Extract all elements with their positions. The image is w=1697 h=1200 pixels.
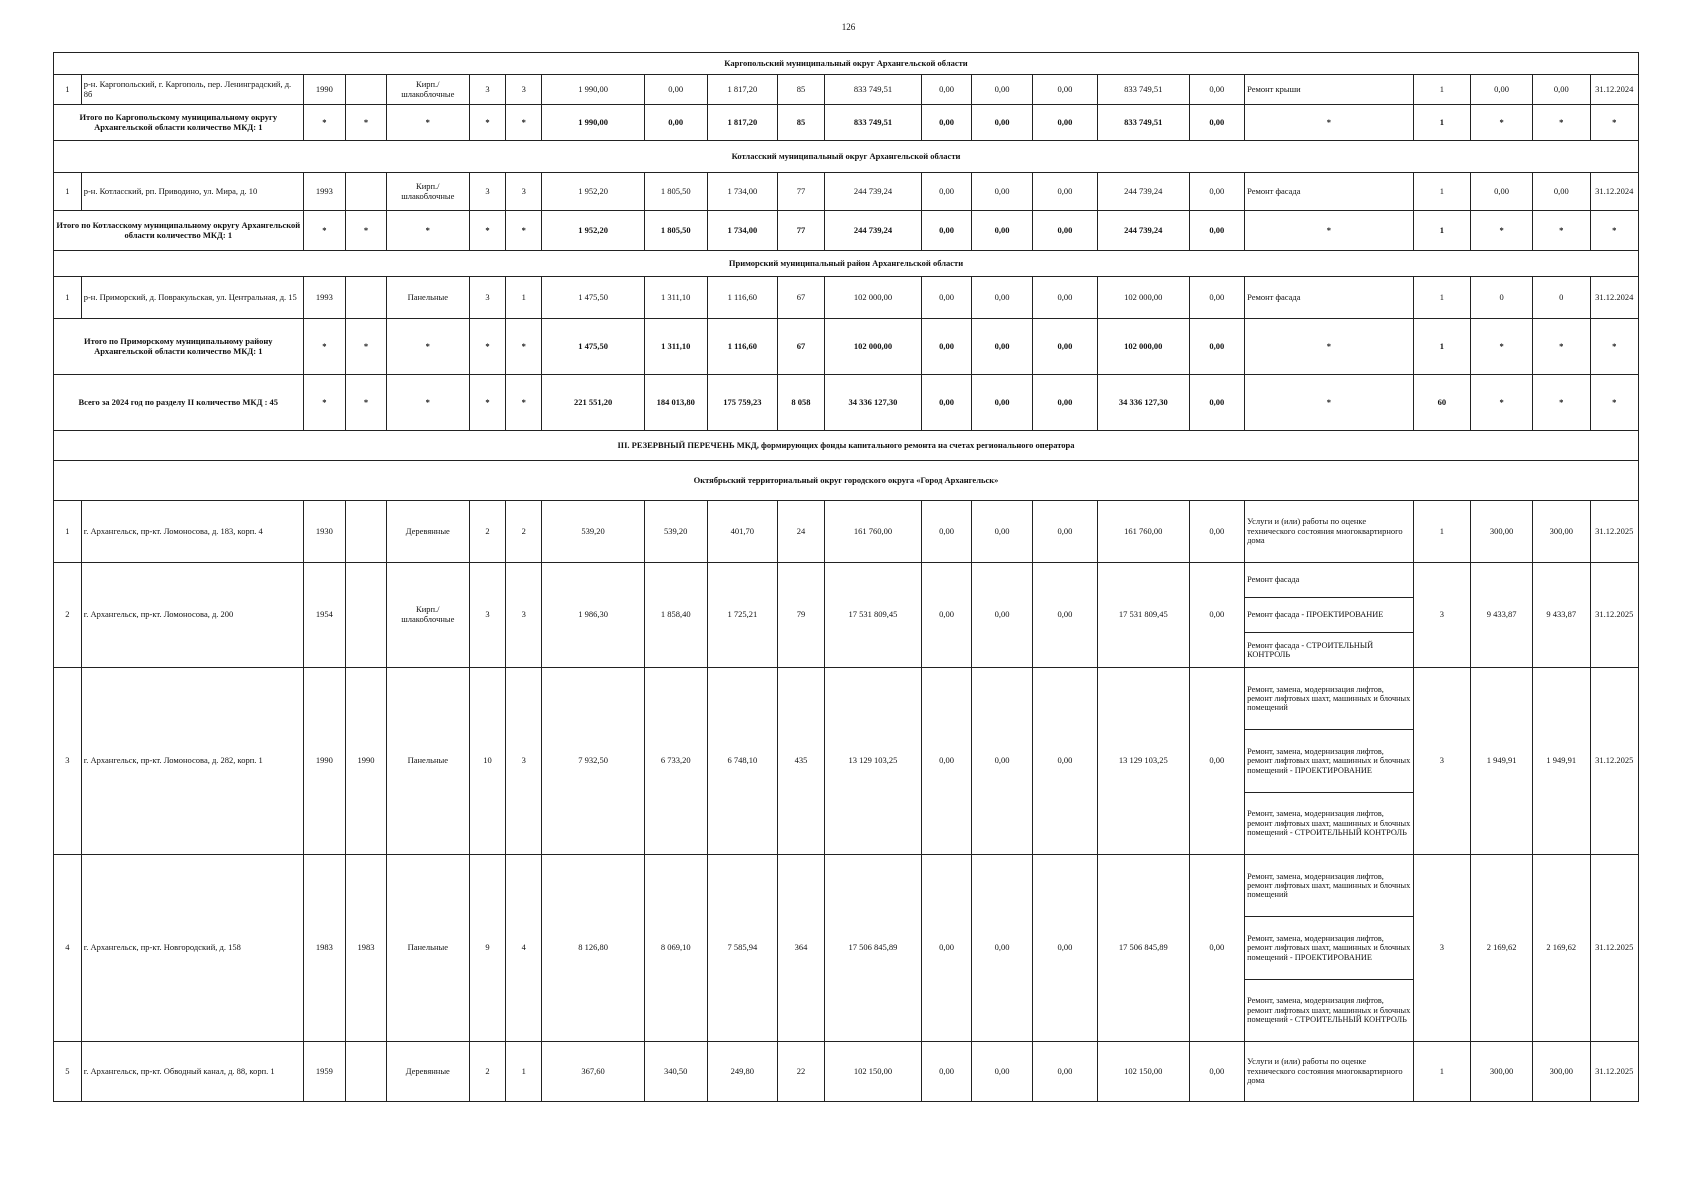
total-cell: *	[506, 319, 542, 375]
table-cell: г. Архангельск, пр-кт. Обводный канал, д. 88, корп. 1	[81, 1042, 303, 1102]
total-cell: *	[469, 211, 505, 251]
table-cell: Услуги и (или) работы по оценке технического состояния многоквартирного дома	[1245, 501, 1414, 563]
table-cell: 9 433,87	[1533, 563, 1591, 668]
table-cell: 2	[469, 501, 505, 563]
table-cell: 0,00	[972, 75, 1033, 105]
work-types	[1245, 668, 1413, 854]
table-cell: 0,00	[1189, 75, 1244, 105]
table-cell: 3	[469, 277, 505, 319]
total-cell: 102 000,00	[1097, 319, 1189, 375]
table-cell: 1 986,30	[542, 563, 644, 668]
total-cell: *	[386, 105, 469, 141]
table-cell: 0,00	[1189, 501, 1244, 563]
table-cell: 1	[54, 75, 82, 105]
total-cell: 1	[1413, 211, 1471, 251]
total-cell: 0,00	[972, 319, 1033, 375]
table-cell: 0,00	[1533, 75, 1591, 105]
page-number: 126	[841, 22, 856, 32]
table-cell: 0,00	[972, 668, 1033, 855]
total-cell: 1 952,20	[542, 211, 644, 251]
table-cell: 1930	[303, 501, 346, 563]
total-cell: *	[1245, 211, 1414, 251]
total-cell: 102 000,00	[824, 319, 921, 375]
table-cell: 1993	[303, 173, 346, 211]
total-cell: *	[1471, 105, 1533, 141]
table-cell: 0,00	[922, 563, 972, 668]
table-cell: 161 760,00	[824, 501, 921, 563]
table-cell: 0,00	[922, 75, 972, 105]
total-cell: 1 116,60	[707, 319, 777, 375]
total-cell: 0,00	[1189, 375, 1244, 431]
table-cell: 8 126,80	[542, 855, 644, 1042]
total-cell: *	[303, 319, 346, 375]
table-cell: 1	[506, 1042, 542, 1102]
table-cell: 0,00	[1032, 173, 1097, 211]
total-cell: 1 990,00	[542, 105, 644, 141]
total-cell: *	[1533, 319, 1591, 375]
table-row	[54, 855, 1639, 1042]
work-type-item: Ремонт фасада - ПРОЕКТИРОВАНИЕ	[1245, 598, 1413, 633]
table-cell: 364	[778, 855, 825, 1042]
total-cell: *	[386, 211, 469, 251]
work-types	[1245, 563, 1413, 667]
table-cell: 3	[469, 75, 505, 105]
total-cell: 34 336 127,30	[1097, 375, 1189, 431]
table-cell: 3	[506, 173, 542, 211]
total-cell: 1 311,10	[644, 319, 707, 375]
table-cell: 1990	[303, 75, 346, 105]
table-cell: 0,00	[922, 855, 972, 1042]
table-cell: 9 433,87	[1471, 563, 1533, 668]
total-cell: *	[506, 375, 542, 431]
total-cell: *	[303, 105, 346, 141]
table-cell: р-н. Каргопольский, г. Каргополь, пер. Ленинградский, д. 8б	[81, 75, 303, 105]
total-cell: *	[1590, 319, 1638, 375]
total-cell: Всего за 2024 год по разделу II количество МКД : 45	[54, 375, 304, 431]
table-cell: 3	[506, 75, 542, 105]
total-row	[54, 319, 1639, 375]
total-cell: *	[1533, 211, 1591, 251]
work-type-item: Ремонт фасада - СТРОИТЕЛЬНЫЙ КОНТРОЛЬ	[1247, 640, 1374, 659]
table-cell: 1954	[303, 563, 346, 668]
total-cell: *	[469, 375, 505, 431]
table-cell	[346, 563, 387, 668]
work-type-item: Ремонт фасада	[1245, 563, 1413, 598]
table-cell: 24	[778, 501, 825, 563]
table-cell: 31.12.2024	[1590, 277, 1638, 319]
table-cell: 1 990,00	[542, 75, 644, 105]
table-cell: 0,00	[1189, 1042, 1244, 1102]
table-cell: 1	[506, 277, 542, 319]
table-cell: 0,00	[972, 501, 1033, 563]
table-cell: 17 506 845,89	[824, 855, 921, 1042]
table-cell: 102 000,00	[824, 277, 921, 319]
table-cell: 13 129 103,25	[824, 668, 921, 855]
table-cell: Кирп./ шлакоблочные	[386, 75, 469, 105]
table-cell: 0,00	[1032, 855, 1097, 1042]
total-cell: Итого по Приморскому муниципальному району Архангельской области количество МКД: 1	[54, 319, 304, 375]
table-cell: 17 531 809,45	[824, 563, 921, 668]
table-cell: 1 817,20	[707, 75, 777, 105]
table-cell	[346, 501, 387, 563]
table-cell: Деревянные	[386, 501, 469, 563]
total-cell: Итого по Каргопольскому муниципальному округу Архангельской области количество МКД: 1	[54, 105, 304, 141]
table-cell: 0,00	[922, 501, 972, 563]
table-cell: 0	[1471, 277, 1533, 319]
table-cell: 8 069,10	[644, 855, 707, 1042]
table-cell: 367,60	[542, 1042, 644, 1102]
total-cell: 0,00	[1189, 319, 1244, 375]
table-cell: 833 749,51	[1097, 75, 1189, 105]
table-cell: 1 949,91	[1533, 668, 1591, 855]
table-cell: 1 805,50	[644, 173, 707, 211]
total-cell: 1 475,50	[542, 319, 644, 375]
table-cell: 1983	[303, 855, 346, 1042]
work-type-item: Ремонт, замена, модернизация лифтов, ремонт лифтовых шахт, машинных и блочных помещений - ПРОЕКТИРОВАНИЕ	[1245, 917, 1413, 979]
table-cell: 161 760,00	[1097, 501, 1189, 563]
total-cell: 0,00	[1032, 319, 1097, 375]
table-cell: 300,00	[1471, 501, 1533, 563]
table-cell	[346, 173, 387, 211]
table-cell: 249,80	[707, 1042, 777, 1102]
table-cell	[346, 75, 387, 105]
table-cell: 2	[469, 1042, 505, 1102]
table-cell: 0,00	[1032, 1042, 1097, 1102]
table-cell: 401,70	[707, 501, 777, 563]
total-cell: 244 739,24	[1097, 211, 1189, 251]
table-cell: 0,00	[644, 75, 707, 105]
work-type-item: Ремонт, замена, модернизация лифтов, ремонт лифтовых шахт, машинных и блочных помещений - СТРОИТЕЛЬНЫЙ КОНТРОЛЬ	[1247, 809, 1411, 837]
table-cell: г. Архангельск, пр-кт. Ломоносова, д. 183, корп. 4	[81, 501, 303, 563]
total-cell: 85	[778, 105, 825, 141]
total-cell: *	[386, 319, 469, 375]
table-row	[54, 501, 1639, 563]
total-row	[54, 211, 1639, 251]
total-cell: 184 013,80	[644, 375, 707, 431]
total-cell: *	[1245, 375, 1414, 431]
table-row	[54, 75, 1639, 105]
table-cell: 17 531 809,45	[1097, 563, 1189, 668]
total-cell: 1 805,50	[644, 211, 707, 251]
table-cell: 300,00	[1533, 501, 1591, 563]
table-cell: Кирп./ шлакоблочные	[386, 563, 469, 668]
table-cell: 0,00	[1189, 563, 1244, 668]
table-cell: 1	[54, 501, 82, 563]
total-cell: *	[386, 375, 469, 431]
table-cell: Панельные	[386, 855, 469, 1042]
table-cell: 0,00	[1032, 75, 1097, 105]
table-cell: р-н. Котласский, рп. Приводино, ул. Мира, д. 10	[81, 173, 303, 211]
table-cell: 0,00	[1533, 173, 1591, 211]
table-cell: 1	[54, 173, 82, 211]
section-header-row	[54, 53, 1639, 75]
total-cell: 0,00	[1189, 211, 1244, 251]
table-cell: 3	[469, 173, 505, 211]
table-cell: 2	[54, 563, 82, 668]
table-cell: 79	[778, 563, 825, 668]
table-cell: 1	[54, 277, 82, 319]
table-cell: 3	[469, 563, 505, 668]
table-cell: 3	[1413, 668, 1471, 855]
table-cell: 0,00	[1189, 855, 1244, 1042]
total-cell: 67	[778, 319, 825, 375]
table-cell: 1 952,20	[542, 173, 644, 211]
total-cell: 833 749,51	[1097, 105, 1189, 141]
table-cell: 833 749,51	[824, 75, 921, 105]
table-cell: Ремонт крыши	[1245, 75, 1414, 105]
capital-repair-table	[53, 52, 1639, 1102]
table-cell: Деревянные	[386, 1042, 469, 1102]
total-cell: *	[346, 211, 387, 251]
table-cell: г. Архангельск, пр-кт. Ломоносова, д. 200	[81, 563, 303, 668]
table-cell: 2 169,62	[1533, 855, 1591, 1042]
total-cell: *	[303, 211, 346, 251]
total-cell: 34 336 127,30	[824, 375, 921, 431]
total-cell: 0,00	[1032, 375, 1097, 431]
table-cell: 435	[778, 668, 825, 855]
total-cell: 0,00	[972, 211, 1033, 251]
table-cell: 1 311,10	[644, 277, 707, 319]
table-cell: 3	[506, 563, 542, 668]
table-cell: 0,00	[972, 1042, 1033, 1102]
total-cell: *	[1245, 105, 1414, 141]
table-cell: 1	[1413, 277, 1471, 319]
table-cell: 0,00	[1189, 668, 1244, 855]
total-cell: 0,00	[644, 105, 707, 141]
table-cell: 6 733,20	[644, 668, 707, 855]
table-cell: 0	[1533, 277, 1591, 319]
table-row	[54, 563, 1639, 668]
table-cell: 102 000,00	[1097, 277, 1189, 319]
total-cell: *	[1533, 375, 1591, 431]
total-cell: *	[1245, 319, 1414, 375]
table-cell: 6 748,10	[707, 668, 777, 855]
table-cell: 300,00	[1533, 1042, 1591, 1102]
total-cell: 8 058	[778, 375, 825, 431]
table-cell: 1	[1413, 501, 1471, 563]
table-cell: 3	[1413, 855, 1471, 1042]
table-cell: 5	[54, 1042, 82, 1102]
total-cell: *	[469, 105, 505, 141]
table-cell: 67	[778, 277, 825, 319]
total-cell: *	[506, 105, 542, 141]
total-row	[54, 105, 1639, 141]
table-cell: 0,00	[922, 668, 972, 855]
table-cell: г. Архангельск, пр-кт. Ломоносова, д. 282, корп. 1	[81, 668, 303, 855]
table-row	[54, 173, 1639, 211]
total-cell: *	[346, 319, 387, 375]
table-cell: Панельные	[386, 668, 469, 855]
table-cell: 31.12.2025	[1590, 563, 1638, 668]
table-cell: 31.12.2024	[1590, 173, 1638, 211]
table-cell: 1 475,50	[542, 277, 644, 319]
work-type-item: Ремонт, замена, модернизация лифтов, ремонт лифтовых шахт, машинных и блочных помещений	[1245, 668, 1413, 730]
table-cell: Ремонт фасада	[1245, 277, 1414, 319]
table-cell: 1 734,00	[707, 173, 777, 211]
table-cell: 102 150,00	[824, 1042, 921, 1102]
total-cell: 0,00	[1032, 211, 1097, 251]
table-cell: 0,00	[1189, 173, 1244, 211]
table-cell: 539,20	[644, 501, 707, 563]
section-title: Каргопольский муниципальный округ Архангельской области	[54, 53, 1639, 75]
work-type-item: Ремонт, замена, модернизация лифтов, ремонт лифтовых шахт, машинных и блочных помещений	[1245, 855, 1413, 917]
table-cell: 1	[1413, 1042, 1471, 1102]
table-cell: 31.12.2025	[1590, 668, 1638, 855]
table-cell	[346, 277, 387, 319]
table-cell: 539,20	[542, 501, 644, 563]
table-cell: г. Архангельск, пр-кт. Новгородский, д. 158	[81, 855, 303, 1042]
section-title: Приморский муниципальный район Архангельской области	[54, 251, 1639, 277]
total-cell: 0,00	[972, 375, 1033, 431]
table-cell: Ремонт фасада	[1245, 173, 1414, 211]
table-cell: 7 585,94	[707, 855, 777, 1042]
total-cell: 77	[778, 211, 825, 251]
table-cell: 0,00	[1471, 75, 1533, 105]
table-cell	[1245, 855, 1414, 1042]
table-cell: 0,00	[922, 173, 972, 211]
table-row	[54, 668, 1639, 855]
table-cell: 244 739,24	[824, 173, 921, 211]
table-cell: 0,00	[1471, 173, 1533, 211]
table-cell: 1990	[303, 668, 346, 855]
total-cell: 833 749,51	[824, 105, 921, 141]
table-cell: 0,00	[1189, 277, 1244, 319]
table-cell: 13 129 103,25	[1097, 668, 1189, 855]
table-body	[54, 53, 1639, 1102]
table-row	[54, 277, 1639, 319]
table-cell: 85	[778, 75, 825, 105]
total-cell: *	[346, 105, 387, 141]
total-cell: 0,00	[922, 375, 972, 431]
table-cell: 9	[469, 855, 505, 1042]
total-cell: 0,00	[922, 319, 972, 375]
table-cell: 1983	[346, 855, 387, 1042]
work-types	[1245, 855, 1413, 1041]
table-cell: 0,00	[972, 277, 1033, 319]
total-cell: 0,00	[1032, 105, 1097, 141]
total-cell: *	[1471, 211, 1533, 251]
table-cell: 0,00	[1032, 563, 1097, 668]
total-cell: 0,00	[1189, 105, 1244, 141]
section-title: III. РЕЗЕРВНЫЙ ПЕРЕЧЕНЬ МКД, формирующих фонды капитального ремонта на счетах регионального оператора	[54, 431, 1639, 461]
table-cell: 2	[506, 501, 542, 563]
total-cell: *	[1533, 105, 1591, 141]
total-row	[54, 375, 1639, 431]
table-cell: 3	[54, 668, 82, 855]
section-header-row	[54, 431, 1639, 461]
table-cell: 1 725,21	[707, 563, 777, 668]
table-cell	[346, 1042, 387, 1102]
table-cell: 1 116,60	[707, 277, 777, 319]
section-header-row	[54, 251, 1639, 277]
table-row	[54, 1042, 1639, 1102]
table-cell: 300,00	[1471, 1042, 1533, 1102]
table-cell: 0,00	[972, 855, 1033, 1042]
total-cell: *	[1590, 375, 1638, 431]
table-cell: 1990	[346, 668, 387, 855]
table-cell: 1	[1413, 75, 1471, 105]
table-cell: 0,00	[1032, 277, 1097, 319]
table-cell: 31.12.2024	[1590, 75, 1638, 105]
total-cell: *	[469, 319, 505, 375]
table-cell: 31.12.2025	[1590, 855, 1638, 1042]
table-cell: 102 150,00	[1097, 1042, 1189, 1102]
total-cell: *	[506, 211, 542, 251]
table-cell	[1245, 563, 1414, 668]
table-cell: 0,00	[922, 1042, 972, 1102]
total-cell: 221 551,20	[542, 375, 644, 431]
table-cell: 3	[506, 668, 542, 855]
total-cell: 0,00	[922, 105, 972, 141]
total-cell: *	[1471, 319, 1533, 375]
total-cell: 1 734,00	[707, 211, 777, 251]
total-cell: 60	[1413, 375, 1471, 431]
table-cell: 10	[469, 668, 505, 855]
table-cell: 77	[778, 173, 825, 211]
total-cell: Итого по Котласскому муниципальному округу Архангельской области количество МКД: 1	[54, 211, 304, 251]
total-cell: 0,00	[922, 211, 972, 251]
total-cell: *	[1471, 375, 1533, 431]
table-cell	[1245, 668, 1414, 855]
total-cell: *	[346, 375, 387, 431]
section-title: Котласский муниципальный округ Архангельской области	[54, 141, 1639, 173]
table-cell: 7 932,50	[542, 668, 644, 855]
table-cell: р-н. Приморский, д. Повракульская, ул. Центральная, д. 15	[81, 277, 303, 319]
table-cell: 244 739,24	[1097, 173, 1189, 211]
table-cell: 1	[1413, 173, 1471, 211]
table-cell: 31.12.2025	[1590, 501, 1638, 563]
table-cell: 17 506 845,89	[1097, 855, 1189, 1042]
work-type-item: Ремонт, замена, модернизация лифтов, ремонт лифтовых шахт, машинных и блочных помещений - СТРОИТЕЛЬНЫЙ КОНТРОЛЬ	[1247, 996, 1411, 1024]
table-cell: Панельные	[386, 277, 469, 319]
section-header-row	[54, 461, 1639, 501]
total-cell: 0,00	[972, 105, 1033, 141]
table-cell: 4	[54, 855, 82, 1042]
total-cell: 1	[1413, 319, 1471, 375]
total-cell: 1	[1413, 105, 1471, 141]
table-cell: 1993	[303, 277, 346, 319]
table-cell: 1959	[303, 1042, 346, 1102]
section-header-row	[54, 141, 1639, 173]
total-cell: *	[1590, 211, 1638, 251]
table-cell: 0,00	[972, 173, 1033, 211]
total-cell: 1 817,20	[707, 105, 777, 141]
total-cell: 244 739,24	[824, 211, 921, 251]
section-title: Октябрьский территориальный округ городского округа «Город Архангельск»	[54, 461, 1639, 501]
table-cell: 0,00	[1032, 501, 1097, 563]
table-cell: 0,00	[1032, 668, 1097, 855]
table-cell: 0,00	[922, 277, 972, 319]
table-cell: Услуги и (или) работы по оценке технического состояния многоквартирного дома	[1245, 1042, 1414, 1102]
table-cell: 1 858,40	[644, 563, 707, 668]
table-cell: 4	[506, 855, 542, 1042]
table-cell: 31.12.2025	[1590, 1042, 1638, 1102]
total-cell: *	[303, 375, 346, 431]
table-cell: 2 169,62	[1471, 855, 1533, 1042]
total-cell: *	[1590, 105, 1638, 141]
table-cell: 1 949,91	[1471, 668, 1533, 855]
table-cell: 3	[1413, 563, 1471, 668]
table-cell: 22	[778, 1042, 825, 1102]
table-cell: Кирп./ шлакоблочные	[386, 173, 469, 211]
table-cell: 0,00	[972, 563, 1033, 668]
total-cell: 175 759,23	[707, 375, 777, 431]
work-type-item: Ремонт, замена, модернизация лифтов, ремонт лифтовых шахт, машинных и блочных помещений - ПРОЕКТИРОВАНИЕ	[1245, 730, 1413, 792]
table-cell: 340,50	[644, 1042, 707, 1102]
